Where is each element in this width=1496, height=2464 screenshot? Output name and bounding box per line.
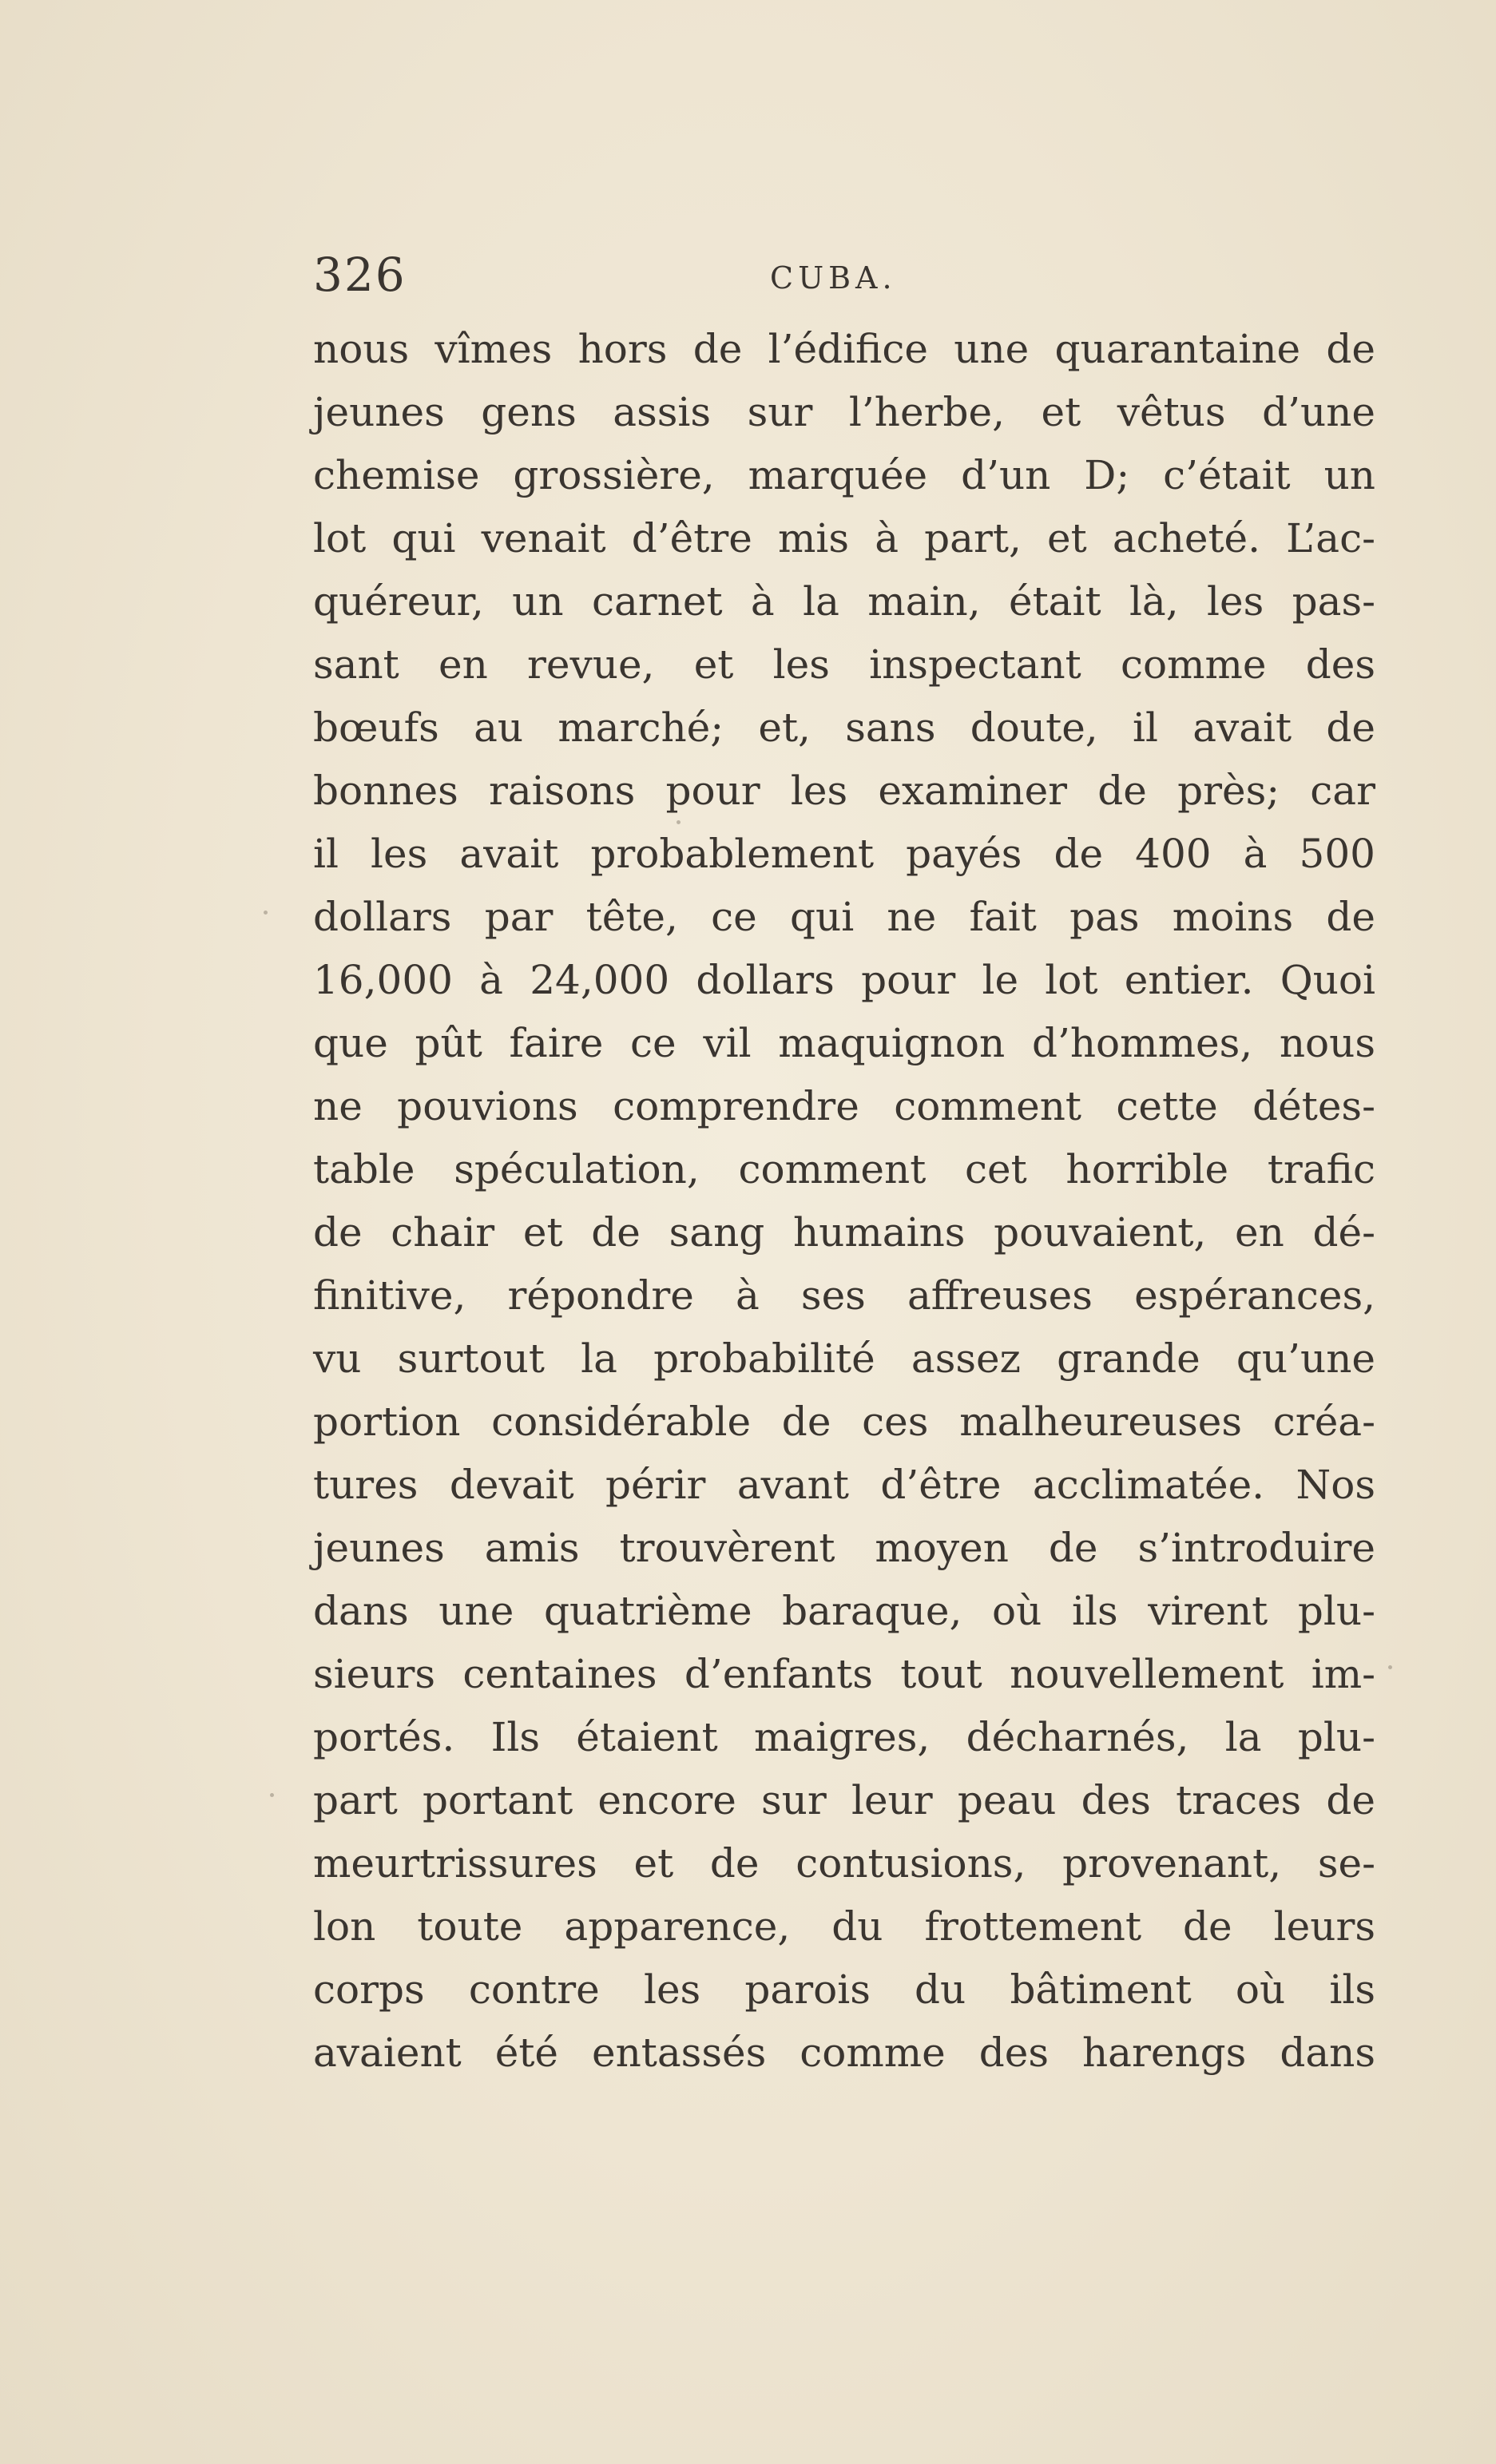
text-line: dans une quatrième baraque, où ils virent plu- xyxy=(313,1588,1375,1634)
text-line: vu surtout la probabilité assez grande qu’une xyxy=(313,1335,1375,1382)
text-line: part portant encore sur leur peau des traces de xyxy=(313,1777,1375,1823)
paper-speck xyxy=(677,820,681,824)
page-header xyxy=(313,248,1375,311)
text-line: table spéculation, comment cet horrible trafic xyxy=(313,1146,1375,1192)
text-line: ne pouvions comprendre comment cette détes- xyxy=(313,1083,1375,1129)
text-line: bonnes raisons pour les examiner de près; car xyxy=(313,768,1375,814)
text-line: chemise grossière, marquée d’un D; c’était un xyxy=(313,452,1375,498)
text-line: lon toute apparence, du frottement de leurs xyxy=(313,1903,1375,1950)
text-line: 16,000 à 24,000 dollars pour le lot entier. Quoi xyxy=(313,957,1375,1003)
text-line: sieurs centaines d’enfants tout nouvellement im- xyxy=(313,1651,1375,1697)
text-line: dollars par tête, ce qui ne fait pas moins de xyxy=(313,894,1375,940)
text-line: sant en revue, et les inspectant comme des xyxy=(313,641,1375,688)
text-line: il les avait probablement payés de 400 à 500 xyxy=(313,831,1375,877)
text-line: avaient été entassés comme des harengs dans xyxy=(313,2030,1375,2076)
page-number: 326 xyxy=(313,248,407,302)
text-line: jeunes gens assis sur l’herbe, et vêtus d’une xyxy=(313,389,1375,435)
text-line: meurtrissures et de contusions, provenant, se- xyxy=(313,1840,1375,1887)
text-line: de chair et de sang humains pouvaient, en dé- xyxy=(313,1209,1375,1256)
text-line: portés. Ils étaient maigres, décharnés, la plu- xyxy=(313,1714,1375,1760)
paper-speck xyxy=(270,1793,274,1797)
text-line: que pût faire ce vil maquignon d’hommes, nous xyxy=(313,1020,1375,1066)
text-line: tures devait périr avant d’être acclimatée. Nos xyxy=(313,1462,1375,1508)
text-line: nous vîmes hors de l’édifice une quarantaine de xyxy=(313,326,1375,372)
text-line: finitive, répondre à ses affreuses espérances, xyxy=(313,1272,1375,1319)
text-line: jeunes amis trouvèrent moyen de s’introduire xyxy=(313,1525,1375,1571)
text-line: quéreur, un carnet à la main, était là, les pas- xyxy=(313,578,1375,625)
paper-speck xyxy=(264,911,268,915)
text-line: corps contre les parois du bâtiment où ils xyxy=(313,1966,1375,2013)
text-line: lot qui venait d’être mis à part, et acheté. L’ac- xyxy=(313,515,1375,561)
body-text xyxy=(313,318,1375,2085)
text-line: portion considérable de ces malheureuses créa- xyxy=(313,1399,1375,1445)
running-title: CUBA. xyxy=(770,260,897,296)
paper-speck xyxy=(1388,1665,1392,1669)
text-line: bœufs au marché; et, sans doute, il avait de xyxy=(313,704,1375,751)
